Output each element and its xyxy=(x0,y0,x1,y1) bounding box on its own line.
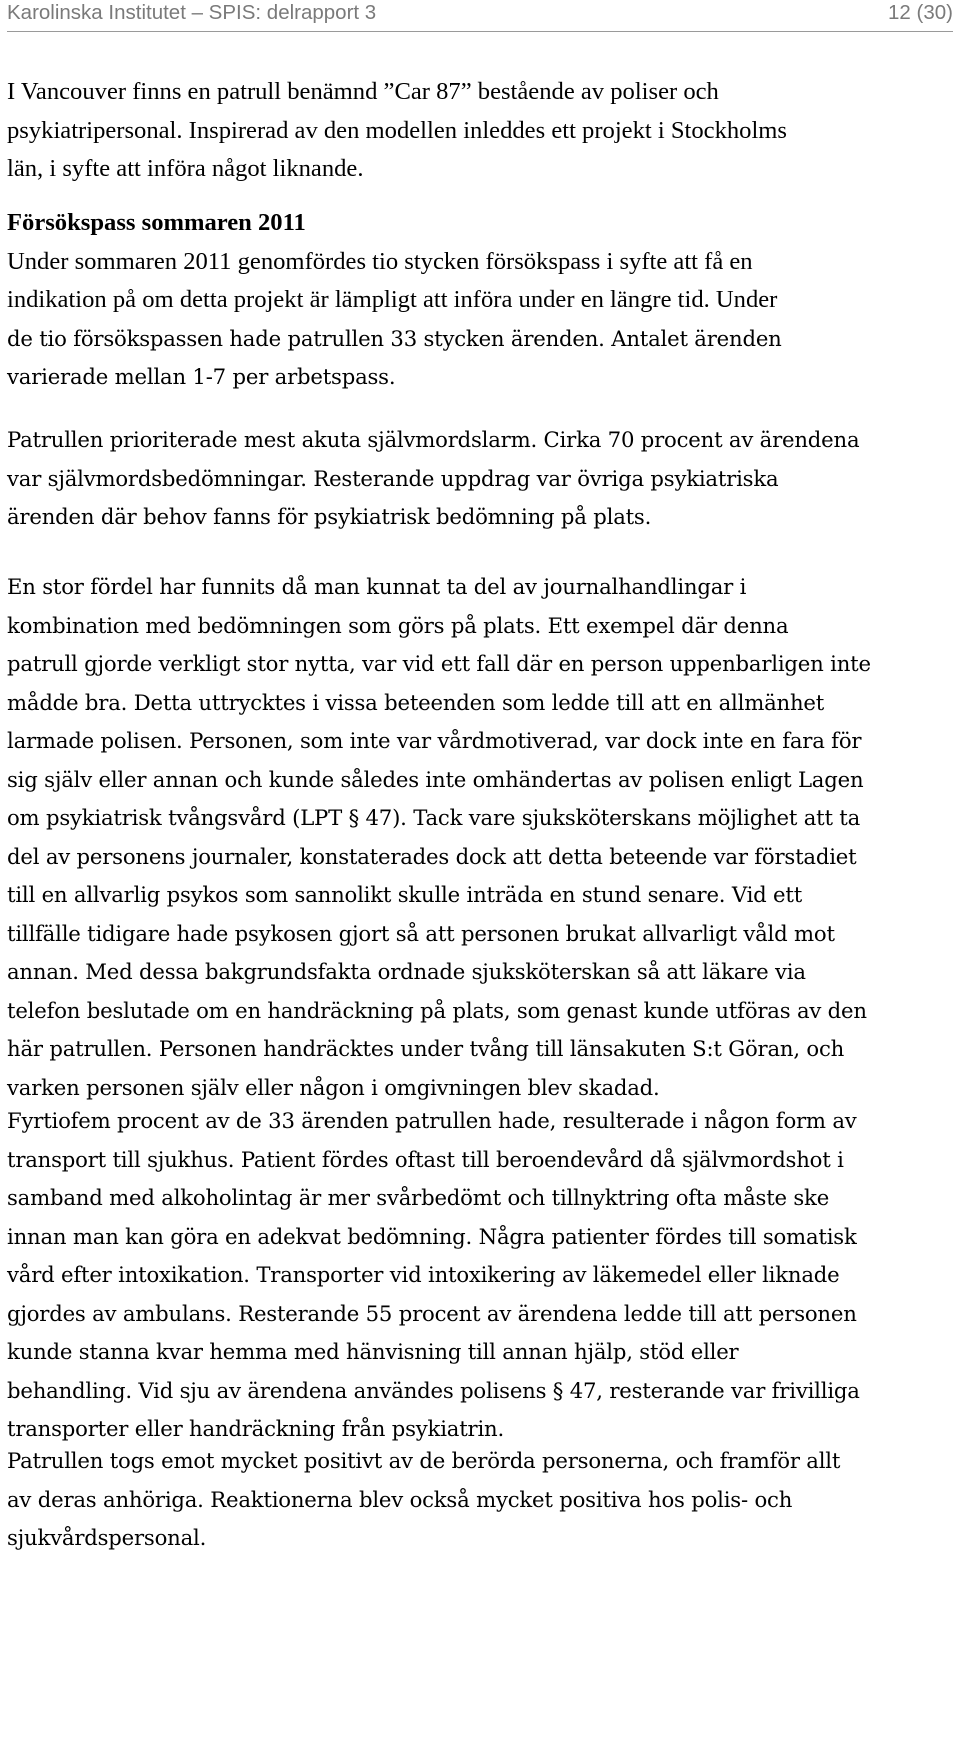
section-heading: Försökspass sommaren 2011 xyxy=(7,209,306,236)
text-line: av deras anhöriga. Reaktionerna blev också mycket positiva hos polis- och xyxy=(7,1486,793,1512)
running-header xyxy=(7,0,953,30)
text-line: var självmordsbedömningar. Resterande uppdrag var övriga psykiatriska xyxy=(7,465,779,491)
text-line: till en allvarlig psykos som sannolikt skulle inträda en stund senare. Vid ett xyxy=(7,882,803,907)
text-line: psykiatripersonal. Inspirerad av den modellen inleddes ett projekt i Stockholms xyxy=(7,116,787,144)
page-number: 12 (30) xyxy=(888,1,953,24)
text-line: annan. Med dessa bakgrundsfakta ordnade sjuksköterskan så att läkare via xyxy=(7,959,806,984)
section-paragraph-continued xyxy=(7,281,957,397)
text-line: telefon beslutade om en handräckning på plats, som genast kunde utföras av den xyxy=(7,997,867,1023)
text-line: samband med alkoholintag är mer svårbedömt och tillnyktring ofta måste ske xyxy=(7,1185,830,1210)
text-line: innan man kan göra en adekvat bedömning. Några patienter fördes till somatisk xyxy=(7,1223,857,1249)
text-line: vård efter intoxikation. Transporter vid intoxikering av läkemedel eller liknade xyxy=(7,1262,840,1287)
text-line: behandling. Vid sju av ärendena användes polisens § 47, resterande var frivilliga xyxy=(7,1377,860,1403)
text-line: sig själv eller annan och kunde således inte omhändertas av polisen enligt Lagen xyxy=(7,766,864,792)
text-line: varken personen själv eller någon i omgivningen blev skadad. xyxy=(7,1074,660,1100)
text-line: kombination med bedömningen som görs på plats. Ett exempel där denna xyxy=(7,612,789,638)
text-line: de tio försökspassen hade patrullen 33 stycken ärenden. Antalet ärenden xyxy=(7,325,782,351)
text-line: Patrullen togs emot mycket positivt av de berörda personerna, och framför allt xyxy=(7,1448,841,1473)
text-line: patrull gjorde verkligt stor nytta, var vid ett fall där en person uppenbarligen inte xyxy=(7,651,871,676)
text-line: gjordes av ambulans. Resterande 55 procent av ärendena ledde till att personen xyxy=(7,1300,857,1326)
text-line: ärenden där behov fanns för psykiatrisk bedömning på plats. xyxy=(7,504,652,529)
text-line: transporter eller handräckning från psykiatrin. xyxy=(7,1416,504,1441)
text-line: sjukvårdspersonal. xyxy=(7,1525,207,1550)
text-line: En stor fördel har funnits då man kunnat ta del av journalhandlingar i xyxy=(7,574,747,599)
text-line: kunde stanna kvar hemma med hänvisning till annan hjälp, stöd eller xyxy=(7,1339,739,1364)
header-divider xyxy=(7,31,953,32)
intro-paragraph xyxy=(7,73,957,189)
header-title: Karolinska Institutet – SPIS: delrapport 3 xyxy=(7,1,377,24)
paragraph-transports xyxy=(7,1102,957,1449)
paragraph-priorities xyxy=(7,421,957,537)
text-line: I Vancouver finns en patrull benämnd ”Car 87” bestående av poliser och xyxy=(7,78,719,105)
text-line: Under sommaren 2011 genomfördes tio stycken försökspass i syfte att få en xyxy=(7,247,753,275)
text-line: larmade polisen. Personen, som inte var vårdmotiverad, var dock inte en fara för xyxy=(7,728,862,753)
text-line: varierade mellan 1-7 per arbetspass. xyxy=(7,364,396,389)
text-line: mådde bra. Detta uttrycktes i vissa beteenden som ledde till att en allmänhet xyxy=(7,689,825,715)
text-line: indikation på om detta projekt är lämpligt att införa under en längre tid. Under xyxy=(7,286,778,313)
text-line: län, i syfte att införa något liknande. xyxy=(7,155,364,182)
text-line: del av personens journaler, konstaterades dock att detta beteende var förstadiet xyxy=(7,843,857,869)
text-line: här patrullen. Personen handräcktes under tvång till länsakuten S:t Göran, och xyxy=(7,1036,845,1061)
text-line: om psykiatrisk tvångsvård (LPT § 47). Tack vare sjuksköterskans möjlighet att ta xyxy=(7,805,861,830)
paragraph-example-case xyxy=(7,568,957,1107)
text-line: tillfälle tidigare hade psykosen gjort så att personen brukat allvarligt våld mot xyxy=(7,920,835,946)
paragraph-reception xyxy=(7,1442,957,1558)
text-line: transport till sjukhus. Patient fördes oftast till beroendevård då självmordshot i xyxy=(7,1146,844,1172)
text-line: Patrullen prioriterade mest akuta självmordslarm. Cirka 70 procent av ärendena xyxy=(7,427,860,452)
text-line: Fyrtiofem procent av de 33 ärenden patrullen hade, resulterade i någon form av xyxy=(7,1108,857,1133)
